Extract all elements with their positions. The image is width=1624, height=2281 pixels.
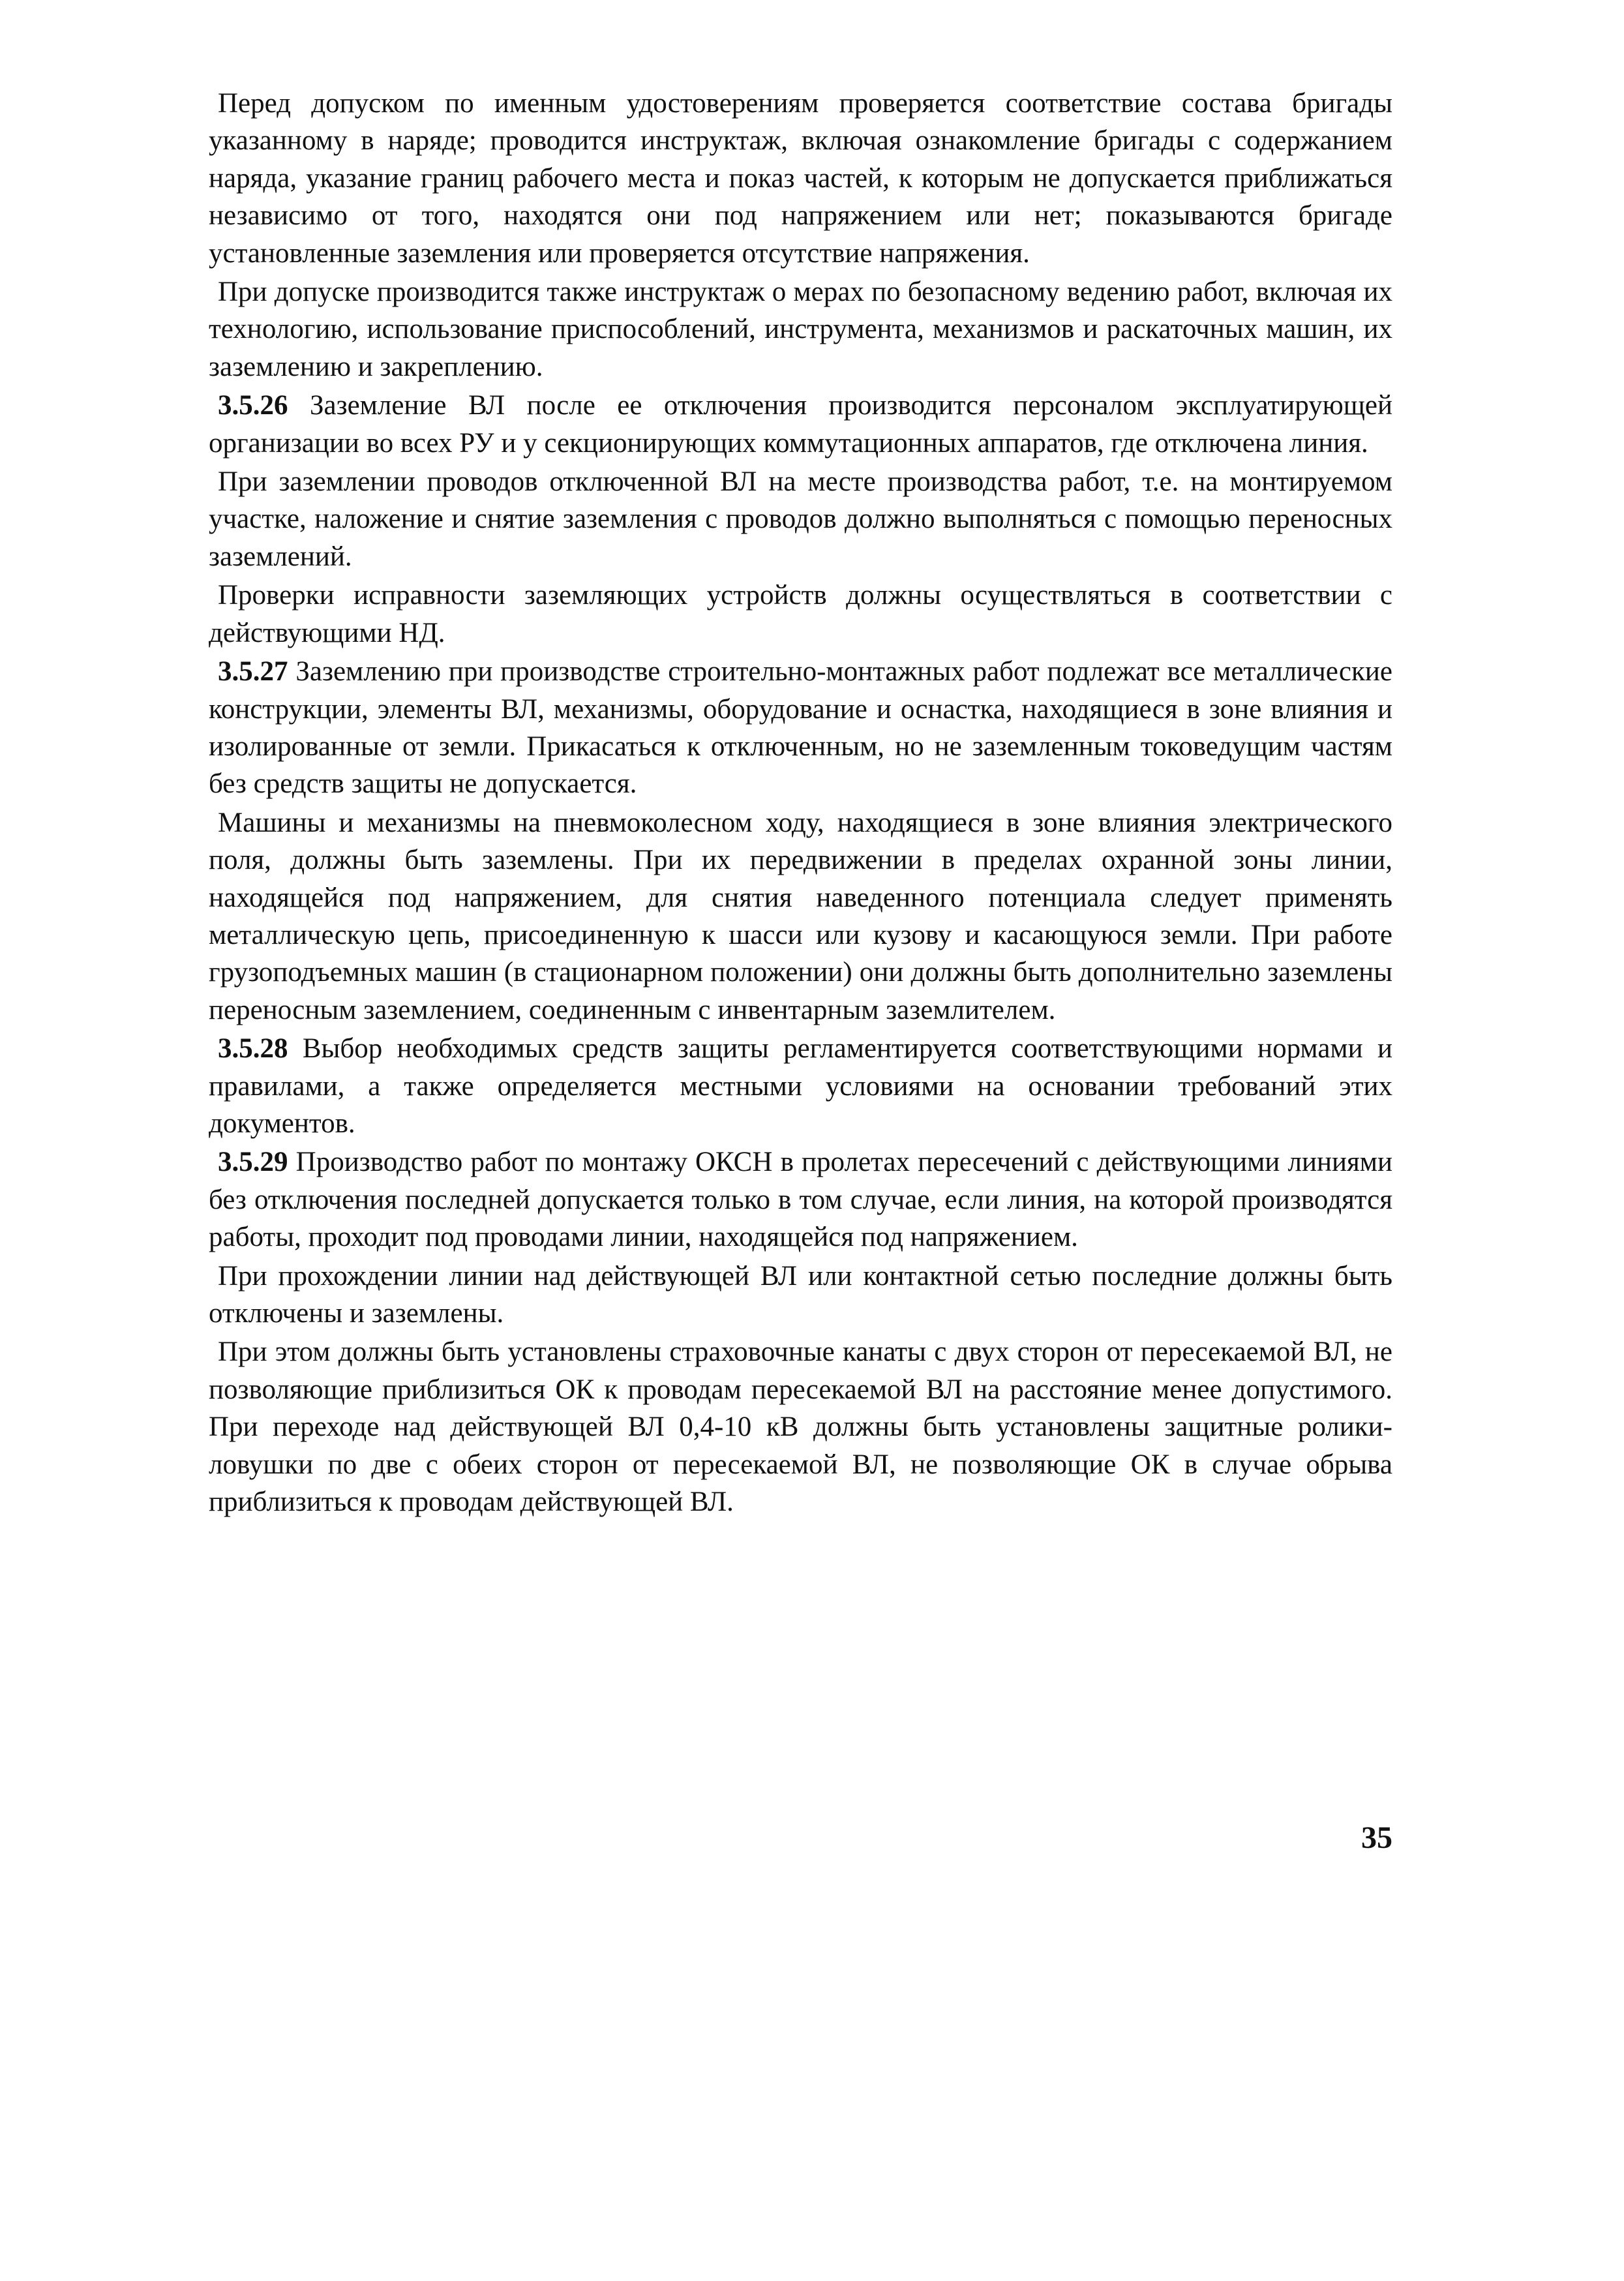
paragraph: При заземлении проводов отключенной ВЛ на месте производства работ, т.е. на монтируемом участке, наложение и снятие заземления с проводов должно выполняться с помощью переносных заземлений. xyxy=(209,466,1392,572)
paragraph: При прохождении линии над действующей ВЛ или контактной сетью последние должны быть отключены и заземлены. xyxy=(209,1260,1392,1329)
clause-number: 3.5.28 xyxy=(218,1033,288,1065)
paragraph: Перед допуском по именным удостоверениям проверяется соответствие состава бригады указанному в наряде; проводится инструктаж, включая ознакомление бригады с содержанием наряда, указание границ рабочего места и показ частей, к которым не допускается приближаться независимо от того, находятся они под напряжением или нет; показываются бригаде установленные заземления или проверяется отсутствие напряжения. xyxy=(209,88,1392,269)
page-body xyxy=(209,85,1392,1522)
paragraph-3-5-27: 3.5.27 Заземлению при производстве строительно-монтажных работ подлежат все металлические конструкции, элементы ВЛ, механизмы, оборудование и оснастка, находящиеся в зоне влияния и изолированные от земли. Прикасаться к отключенным, но не заземленным токоведущим частям без средств защиты не допускается. xyxy=(209,656,1392,800)
paragraph: Проверки исправности заземляющих устройств должны осуществляться в соответствии с действующими НД. xyxy=(209,580,1392,648)
clause-number: 3.5.27 xyxy=(218,656,288,687)
clause-number: 3.5.26 xyxy=(218,390,288,421)
paragraph-3-5-29: 3.5.29 Производство работ по монтажу ОКСН в пролетах пересечений с действующими линиями без отключения последней допускается только в том случае, если линия, на которой производятся работы, проходит под проводами линии, находящейся под напряжением. xyxy=(209,1147,1392,1253)
paragraph: Машины и механизмы на пневмоколесном ходу, находящиеся в зоне влияния электрического поля, должны быть заземлены. При их передвижении в пределах охранной зоны линии, находящейся под напряжением, для снятия наведенного потенциала следует применять металлическую цепь, присоединенную к шасси или кузову и касающуюся земли. При работе грузоподъемных машин (в стационарном положении) они должны быть дополнительно заземлены переносным заземлением, соединенным с инвентарным заземлителем. xyxy=(209,807,1392,1025)
paragraph-3-5-26: 3.5.26 Заземление ВЛ после ее отключения производится персоналом эксплуатирующей организации во всех РУ и у секционирующих коммутационных аппаратов, где отключена линия. xyxy=(209,390,1392,459)
paragraph-3-5-28: 3.5.28 Выбор необходимых средств защиты регламентируется соответствующими нормами и правилами, а также определяется местными условиями на основании требований этих документов. xyxy=(209,1033,1392,1139)
page-number: 35 xyxy=(1361,1820,1392,1855)
paragraph: При этом должны быть установлены страховочные канаты с двух сторон от пересекаемой ВЛ, не позволяющие приблизиться ОК к проводам пересекаемой ВЛ на расстояние менее допустимого. При переходе над действующей ВЛ 0,4-10 кВ должны быть установлены защитные ролики-ловушки по две с обеих сторон от пересекаемой ВЛ, не позволяющие ОК в случае обрыва приблизиться к проводам действующей ВЛ. xyxy=(209,1337,1392,1518)
paragraph: При допуске производится также инструктаж о мерах по безопасному ведению работ, включая их технологию, использование приспособлений, инструмента, механизмов и раскаточных машин, их заземлению и закреплению. xyxy=(209,277,1392,382)
clause-number: 3.5.29 xyxy=(218,1147,288,1178)
